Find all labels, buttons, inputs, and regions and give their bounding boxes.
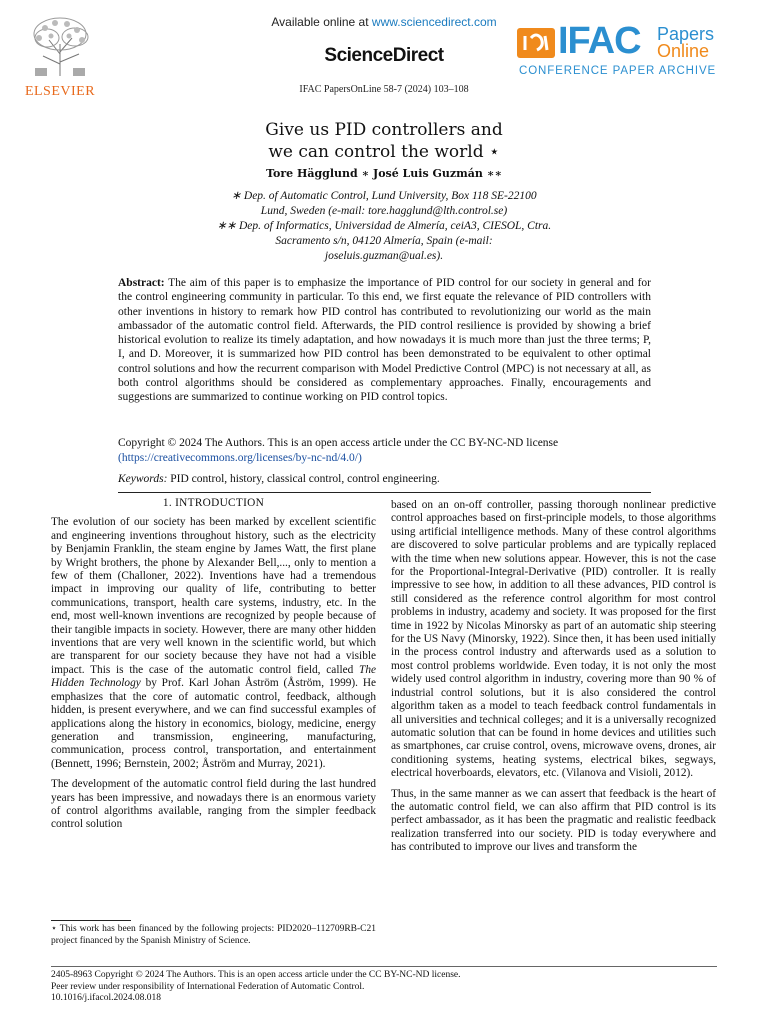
footer-doi[interactable]: 10.1016/j.ifacol.2024.08.018 [51, 993, 162, 1003]
ifac-papers-online [657, 26, 714, 60]
keywords-label: Keywords: [118, 473, 168, 485]
affiliation-line: joseluis.guzman@ual.es). [324, 250, 444, 262]
body-paragraph: based on an on-off controller, passing thorough nonlinear predictive control approaches based on first-principle models, to those algorithms using artificial intelligence methods. Many of these control algorithms are discovered to solve particular problems and are typically replaced with the time when new solutions appear. However, this is not the case for the Proportional-Integral-Derivative (PID) controller. It is really impressive to see how, in addition to all these advances, PID control is still considered as the reference control algorithm for most control problems in industry, academy and society. It was proposed for the first time in 1922 by Nicolas Minorsky as part of an automatic ship steering for the US Navy (Minorsky, 1922). Since then, it has been used initially in the process control industry and afterwards used as a solution to most control problems worldwide. Even today, it is not only the most widely used control algorithm in industry, covering more than 90 % of industrial control solutions, but it is also considered the control algorithm taken as a model to teach feedback control fundamentals in all universities and technical colleges; and it is a universally recognized automatic solution that can be found in home devices and utilities such as smartphones, car cruise control, ovens, microwave ovens, drones, air conditioning systems, heating systems, electrical bikes, segways, electrical hoverboards, elevators, etc. (Vilanova and Visioli, 2012). [391, 499, 716, 780]
paragraph-text: by Prof. Karl Johan Åström (Åström, 1999). He emphasizes that the core of automatic control, feedback, although hidden, is present everywhere, and we can find successful examples of applications along the history in economics, biology, medicine, energy generation and transmission, engineering, manufacturing, communication, process control, transportation, and entertainment (Bennett, 1996; Bernstein, 2002; Åström and Murray, 2021). [51, 677, 376, 770]
affiliation-line: Sacramento s/n, 04120 Almería, Spain (e-mail: [275, 235, 493, 247]
funding-footnote: ⋆ This work has been financed by the following projects: PID2020–112709RB-C21 project financed by the Spanish Ministry of Science. [51, 924, 376, 946]
emphasis-text: The Hidden Technology [51, 663, 376, 690]
right-column [391, 499, 716, 862]
footer-peer-review: Peer review under responsibility of International Federation of Automatic Control. [51, 981, 365, 992]
paper-title [0, 119, 768, 163]
sciencedirect-logo[interactable]: ScienceDirect [324, 45, 444, 66]
license-link[interactable]: (https://creativecommons.org/licenses/by-nc-nd/4.0/) [118, 451, 362, 464]
abstract-label: Abstract: [118, 277, 165, 289]
ifac-wordmark: IFAC [558, 20, 641, 62]
left-column [51, 497, 376, 839]
keywords-text: PID control, history, classical control, control engineering. [167, 473, 440, 485]
paragraph-text: The evolution of our society has been marked by excellent scientific and engineering inventions throughout history, such as the electricity by Benjamin Franklin, the steam engine by James Watt, the first plane by Wright brothers, the phone by Alexander Bell,..., only to mention a few of them (Challoner, 2022). Inventions have had a tremendous impact in improving our quality of life, contributing to better communications, transport, health care systems, industry, etc. In the end, most well-known inventions are recognized by people because of their tangible impacts in society. However, there are many other hidden inventions that are very well known in the scientific world, but which are transparent for our society because they have not had a visible impact. This is the case of the automatic control field, called [51, 516, 376, 676]
ifac-online-word: Online [657, 41, 710, 61]
affiliation-line: ∗ Dep. of Automatic Control, Lund University, Box 118 SE-22100 [231, 190, 537, 202]
body-paragraph: Thus, in the same manner as we can assert that feedback is the heart of the automatic control field, we can also affirm that PID control is its perfect ambassador, as it has been the pragmatic and realistic feedback realization transferred into our society. PID is today everywhere and has contributed to improve our lives and transform the [391, 787, 716, 854]
affiliation-line: ∗∗ Dep. of Informatics, Universidad de Almería, ceiA3, CIESOL, Ctra. [216, 220, 552, 232]
paper-authors: Tore Hägglund ∗ José Luis Guzmán ∗∗ [266, 167, 502, 180]
footnote-divider [51, 920, 131, 921]
keywords [118, 473, 651, 485]
available-online-label: Available online at [271, 15, 372, 29]
affiliation-line: Lund, Sweden (e-mail: tore.hagglund@lth.control.se) [260, 205, 508, 217]
body-paragraph [51, 516, 376, 771]
page-footer [51, 970, 717, 1005]
elsevier-wordmark: ELSEVIER [24, 84, 96, 99]
footer-divider [51, 966, 717, 967]
abstract-text: The aim of this paper is to emphasize the importance of PID control for our society in general and for the control engineering community in particular. To this end, we first equate the relevance of PID controllers with other inventions in history to remark how PID control has contributed to revolutionizing our world as the main ambassador of the automatic control field. Afterwards, the PID control resilience is provided by showing a brief historical evolution to realize its timely adaptation, and how nowadays it is much more than just the three terms; P, I, and D. Moreover, it is summarized how PID control has been demonstrated to be equivalent to other optimal control solutions and how the recurrent comparison with Model Predictive Control (MPC) is not necessary at all, as both control algorithms should be considered as complementary approaches. Finally, encouragements and suggestions are summarized to continue working on PID control topics. [118, 277, 651, 404]
abstract-divider [118, 492, 651, 493]
journal-reference: IFAC PapersOnLine 58-7 (2024) 103–108 [299, 84, 469, 95]
body-paragraph: The development of the automatic control field during the last hundred years has been impressive, and nowadays there is an enormous variety of control algorithms available, ranging from the simpler feedback control solution [51, 778, 376, 831]
ifac-papers-word: Papers [657, 24, 715, 44]
page-header [0, 0, 768, 110]
ifac-emblem-icon [517, 28, 555, 58]
ifac-papersonline-logo[interactable] [517, 20, 742, 80]
ifac-archive-tagline: CONFERENCE PAPER ARCHIVE [519, 65, 717, 77]
footer-copyright: 2405-8963 Copyright © 2024 The Authors. This is an open access article under the CC BY-NC-ND license. [51, 970, 461, 980]
copyright-text: Copyright © 2024 The Authors. This is an open access article under the CC BY-NC-ND license [118, 437, 559, 449]
title-line-1: Give us PID controllers and [265, 120, 503, 140]
abstract [118, 276, 651, 405]
title-line-2: we can control the world ⋆ [268, 142, 500, 162]
sciencedirect-link[interactable]: www.sciencedirect.com [371, 15, 497, 29]
author-affiliations [0, 189, 768, 264]
copyright-notice [118, 436, 651, 465]
section-heading: 1. INTRODUCTION [162, 497, 265, 509]
